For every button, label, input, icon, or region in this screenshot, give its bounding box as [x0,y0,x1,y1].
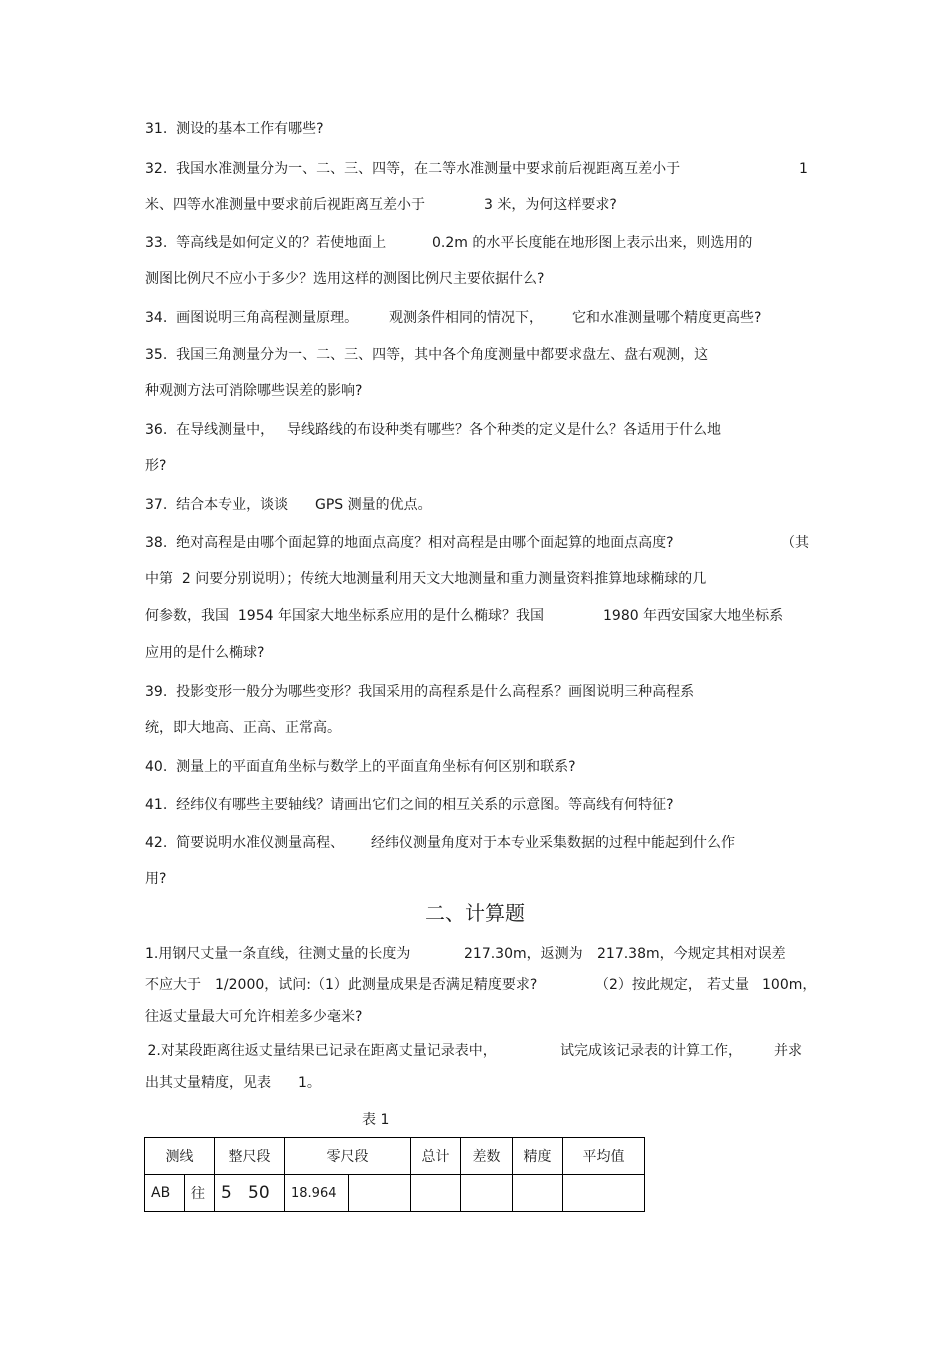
cell-total [411,1175,461,1212]
question-36-b: 导线路线的布设种类有哪些？各个种类的定义是什么？各适用于什么地 [287,422,721,438]
question-36-a: 36. 在导线测量中， [145,422,275,438]
question-42-a: 42. 简要说明水准仪测量高程、 [145,835,345,851]
question-37-b: GPS 测量的优点。 [315,497,432,513]
table-caption: 表 1 [362,1112,390,1128]
cell-precision [513,1175,563,1212]
question-33-line1a: 33. 等高线是如何定义的？若使地面上 [145,235,387,251]
header-partial: 零尺段 [285,1138,411,1175]
question-37-a: 37. 结合本专业，谈谈 [145,497,289,513]
question-32-line1: 32. 我国水准测量分为一、二、三、四等，在二等水准测量中要求前后视距离互差小于 [145,161,681,177]
cell-partial: 18.964 [285,1175,349,1212]
question-42-line2: 用? [145,871,167,887]
question-39-line2: 统，即大地高、正高、正常高。 [145,720,341,736]
distance-record-table [144,1137,645,1212]
question-32-line2a: 米、四等水准测量中要求前后视距离互差小于 [145,197,425,213]
question-38-line3a: 何参数，我国 1954 年国家大地坐标系应用的是什么椭球？我国 [145,608,544,624]
section-title: 二、计算题 [425,901,525,925]
header-precision: 精度 [513,1138,563,1175]
cell-whole: 5 50 [215,1175,285,1212]
question-35-line1: 35. 我国三角测量分为一、二、三、四等，其中各个角度测量中都要求盘左、盘右观测，这 [145,347,709,363]
cell-direction: 往 [185,1175,215,1212]
question-33-line2: 测图比例尺不应小于多少？选用这样的测图比例尺主要依据什么? [145,271,545,287]
question-38-line3b: 1980 年西安国家大地坐标系 [603,608,784,624]
question-39-line1: 39. 投影变形一般分为哪些变形？我国采用的高程系是什么高程系？画图说明三种高程系 [145,684,695,700]
question-42-b: 经纬仪测量角度对于本专业采集数据的过程中能起到什么作 [371,835,735,851]
question-36-line2: 形? [145,458,167,474]
cell-partial-2 [349,1175,411,1212]
header-whole: 整尺段 [215,1138,285,1175]
calc-1-line2e: 100m， [762,977,817,993]
calc-1-line1c: 217.38m，今规定其相对误差 [597,946,786,962]
calc-1-line2d: 若丈量 [707,977,749,993]
question-34-c: 它和水准测量哪个精度更高些? [572,310,762,326]
calc-2-line1a: 2.对某段距离往返丈量结果已记录在距离丈量记录表中， [143,1043,497,1059]
question-38-line1-end: （其 [781,535,809,551]
header-average: 平均值 [563,1138,645,1175]
calc-2-line2b: 1。 [298,1075,321,1091]
question-34-b: 观测条件相同的情况下， [389,310,543,326]
question-35-line2: 种观测方法可消除哪些误差的影响? [145,383,363,399]
header-diff: 差数 [461,1138,513,1175]
calc-1-line2b: 1/2000，试问:（1）此测量成果是否满足精度要求? [215,977,538,993]
calc-1-line3: 往返丈量最大可允许相差多少毫米? [145,1009,363,1025]
calc-1-line2a: 不应大于 [145,977,201,993]
calc-2-line1b: 试完成该记录表的计算工作， [560,1043,742,1059]
question-33-line1b: 0.2m 的水平长度能在地形图上表示出来，则选用的 [432,235,753,251]
question-40: 40. 测量上的平面直角坐标与数学上的平面直角坐标有何区别和联系? [145,759,576,775]
calc-2-line2a: 出其丈量精度，见表 [145,1075,271,1091]
question-31: 31. 测设的基本工作有哪些? [145,121,324,137]
calc-1-line2c: （2）按此规定， [595,977,702,993]
question-32-line2b: 3 米，为何这样要求? [484,197,617,213]
question-38-line1: 38. 绝对高程是由哪个面起算的地面点高度？相对高程是由哪个面起算的地面点高度? [145,535,674,551]
cell-diff [461,1175,513,1212]
calc-1-line1b: 217.30m，返测为 [464,946,583,962]
cell-line: AB [145,1175,185,1212]
calc-2-line1c: 并求 [774,1043,802,1059]
question-41: 41. 经纬仪有哪些主要轴线？请画出它们之间的相互关系的示意图。等高线有何特征? [145,797,674,813]
header-line: 测线 [145,1138,215,1175]
cell-average [563,1175,645,1212]
question-38-line4: 应用的是什么椭球? [145,645,265,661]
question-34-a: 34. 画图说明三角高程测量原理。 [145,310,359,326]
question-32-value: 1 [799,161,808,177]
calc-1-line1a: 1.用钢尺丈量一条直线，往测丈量的长度为 [145,946,411,962]
question-38-line2: 中第 2 问要分别说明）；传统大地测量利用天文大地测量和重力测量资料推算地球椭球的几 [145,571,707,587]
table-header-row [145,1138,645,1175]
header-total: 总计 [411,1138,461,1175]
table-row [145,1175,645,1212]
